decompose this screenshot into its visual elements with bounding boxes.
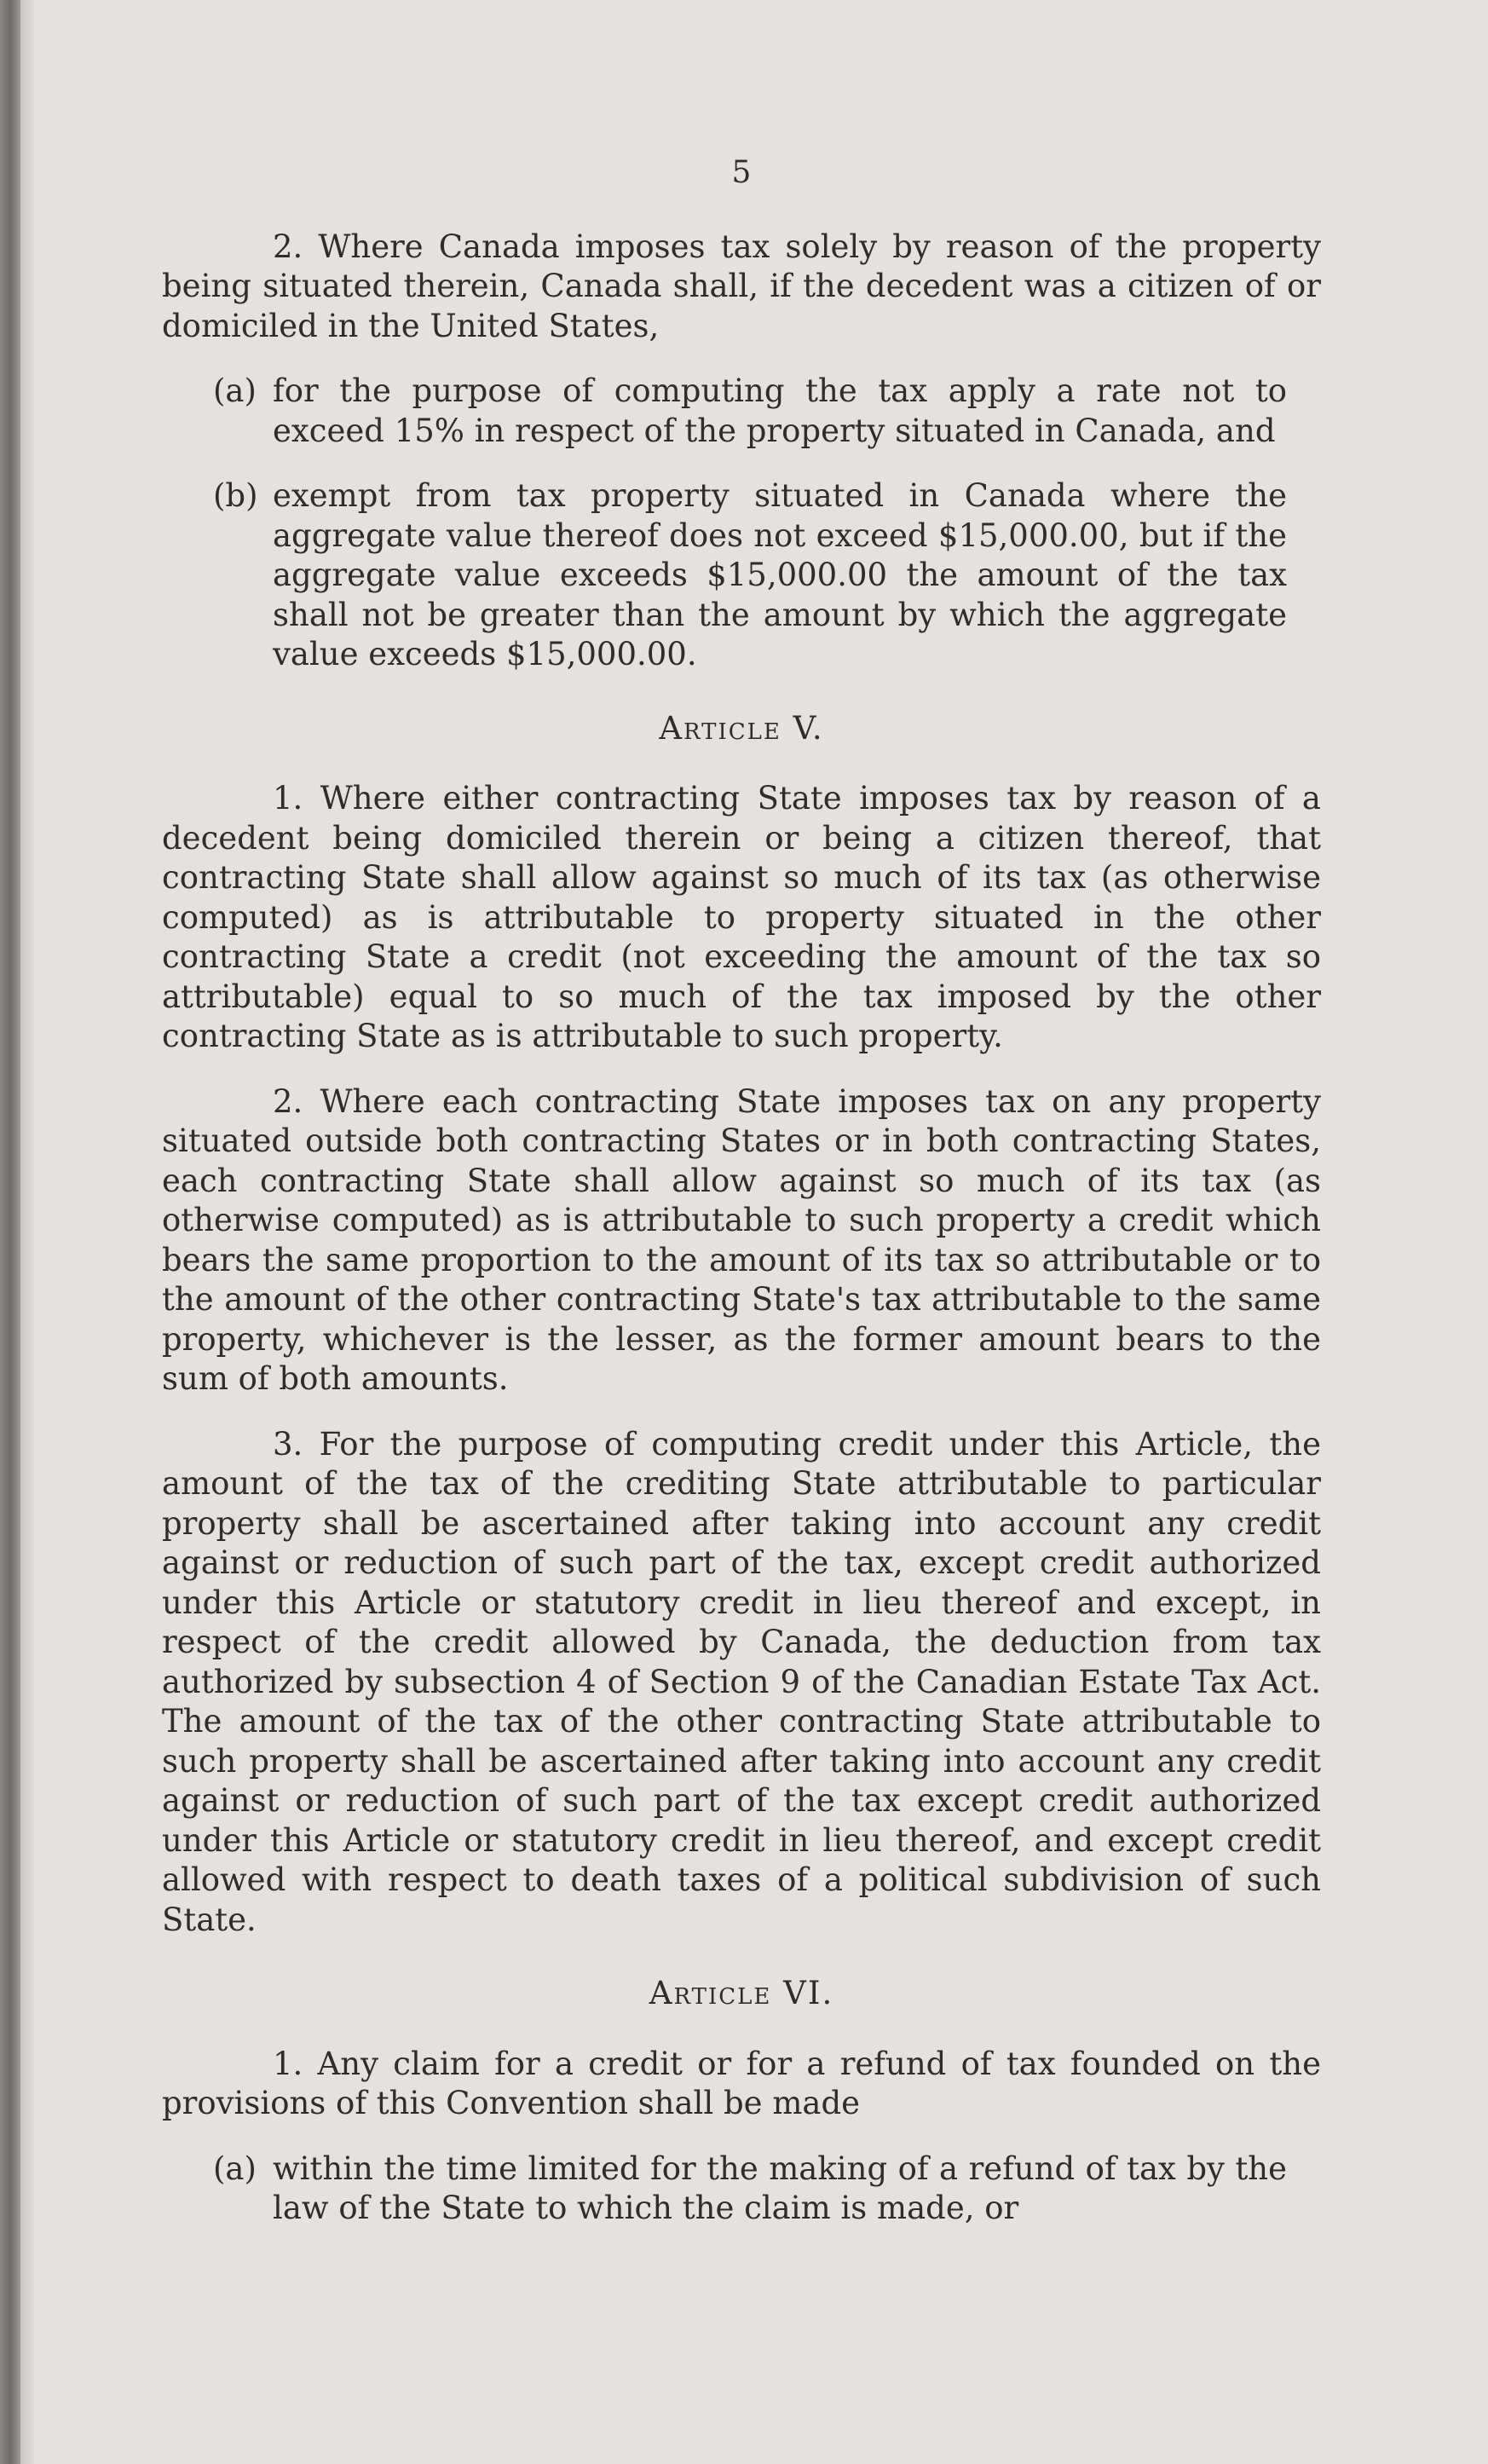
article-v-paragraph-2: 2. Where each contracting State imposes tax on any property situated outside both contracting States or in both contracting States, each contracting State shall allow against so much of its tax (as otherwise computed) as is attributable to such property a credit which bears the same proportion to the amount of its tax so attributable or to the amount of the other contracting State's tax attributable to the same property, whichever is the lesser, as the former amount bears to the sum of both amounts. xyxy=(162,1082,1321,1397)
article-v-heading: Article V. xyxy=(659,709,824,747)
page-number: 5 xyxy=(731,155,752,190)
list-item-b xyxy=(162,476,1321,675)
book-binding-edge xyxy=(0,0,20,2464)
article-v-paragraph-3: 3. For the purpose of computing credit under this Article, the amount of the tax of the crediting State attributable to particular property shall be ascertained after taking into account any credit against or reduction of such part of the tax, except credit authorized under this Article or statutory credit in lieu thereof and except, in respect of the credit allowed by Canada, the deduction from tax authorized by subsection 4 of Section 9 of the Canadian Estate Tax Act. The amount of the tax of the other contracting State attributable to such property shall be ascertained after taking into account any credit against or reduction of such part of the tax except credit authorized under this Article or statutory credit in lieu thereof, and except credit allowed with respect to death taxes of a political subdivision of such State. xyxy=(162,1425,1321,1938)
article-vi-paragraph-1: 1. Any claim for a credit or for a refund of tax founded on the provisions of this Convention shall be made xyxy=(162,2045,1321,2121)
list-item-marker: (b) xyxy=(213,477,258,514)
list-item-text: within the time limited for the making of a refund of tax by the law of the State to which the claim is made, or xyxy=(273,2150,1287,2226)
list-item-marker: (a) xyxy=(213,372,257,409)
list-item-vi-a xyxy=(162,2150,1321,2229)
list-item-text: for the purpose of computing the tax apply a rate not to exceed 15% in respect of the property situated in Canada, and xyxy=(273,372,1287,449)
list-item-a xyxy=(162,372,1321,451)
article-vi-heading: Article VI. xyxy=(649,1975,834,2011)
document-page xyxy=(162,153,1321,2254)
article-v-paragraph-1: 1. Where either contracting State imposes tax by reason of a decedent being domiciled therein or being a citizen thereof, that contracting State shall allow against so much of its tax (as otherwise computed) as is attributable to property situated in the other contracting State a credit (not exceeding the amount of the tax so attributable) equal to so much of the tax imposed by the other contracting State as is attributable to such property. xyxy=(162,780,1321,1054)
binding-shadow xyxy=(20,0,36,2464)
article-iv-paragraph-2: 2. Where Canada imposes tax solely by reason of the property being situated therein, Canada shall, if the decedent was a citizen of or domiciled in the United States, xyxy=(162,228,1321,344)
list-item-text: exempt from tax property situated in Canada where the aggregate value thereof does not exceed $15,000.00, but if the aggregate value exceeds $15,000.00 the amount of the tax shall not be greater than the amount by which the aggregate value exceeds $15,000.00. xyxy=(273,477,1287,672)
list-item-marker: (a) xyxy=(213,2150,257,2187)
